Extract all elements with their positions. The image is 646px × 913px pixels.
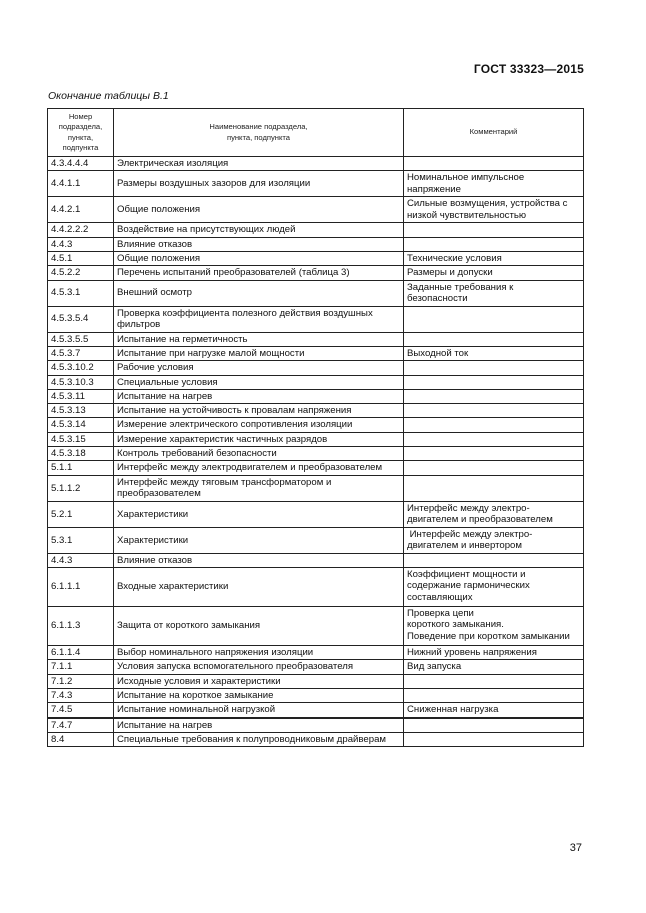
table-row [48, 646, 584, 660]
row-number-cell: 4.5.2.2 [48, 266, 114, 280]
row-name-cell: Рабочие условия [114, 361, 404, 375]
row-comment-cell [404, 251, 584, 265]
row-name-cell: Испытание на нагрев [114, 389, 404, 403]
row-comment-cell [404, 688, 584, 702]
row-comment-cell [404, 418, 584, 432]
row-comment-cell [404, 306, 584, 332]
row-name-cell: Исходные условия и характеристики [114, 674, 404, 688]
table-row [48, 432, 584, 446]
row-comment-cell [404, 660, 584, 674]
row-number-cell: 4.4.2.1 [48, 197, 114, 223]
subsection-table [47, 108, 584, 747]
row-comment-cell [404, 607, 584, 646]
comment-line: содержание гармонических [407, 580, 530, 592]
row-name-cell: Размеры воздушных зазоров для изоляции [114, 171, 404, 197]
row-name-cell: Внешний осмотр [114, 280, 404, 306]
row-number-cell: 4.5.3.10.3 [48, 375, 114, 389]
table-row [48, 732, 584, 746]
table-row [48, 447, 584, 461]
comment-line: Проверка цепи [407, 608, 474, 619]
table-row [48, 389, 584, 403]
table-row [48, 660, 584, 674]
table-row [48, 475, 584, 501]
row-number-cell: 4.4.1.1 [48, 171, 114, 197]
row-comment-cell [404, 718, 584, 733]
row-number-cell: 4.5.3.10.2 [48, 361, 114, 375]
table-row [48, 718, 584, 733]
table-row [48, 674, 584, 688]
row-comment-cell [404, 527, 584, 553]
row-number-cell: 7.4.7 [48, 718, 114, 733]
row-name-cell: Испытание при нагрузке малой мощности [114, 346, 404, 360]
table-row [48, 418, 584, 432]
comment-line: Вид запуска [407, 661, 462, 673]
row-name-cell: Специальные условия [114, 375, 404, 389]
row-name-cell: Влияние отказов [114, 553, 404, 567]
row-comment-cell [404, 553, 584, 567]
table-row [48, 237, 584, 251]
page-number: 37 [569, 842, 582, 854]
comment-line: низкой чувствительностью [407, 209, 527, 221]
row-number-cell: 4.5.1 [48, 251, 114, 265]
row-comment-cell [404, 157, 584, 171]
row-name-cell: Влияние отказов [114, 237, 404, 251]
row-number-cell: 8.4 [48, 732, 114, 746]
table-row [48, 703, 584, 718]
row-comment-cell [404, 346, 584, 360]
row-name-cell: Воздействие на присутствующих людей [114, 223, 404, 237]
table-row [48, 251, 584, 265]
row-number-cell: 5.2.1 [48, 501, 114, 527]
row-name-cell: Интерфейс между тяговым трансформатором и преобразователем [114, 475, 404, 501]
row-name-cell: Проверка коэффициента полезного действия воздушных фильтров [114, 306, 404, 332]
row-number-cell: 7.4.5 [48, 703, 114, 718]
table-row [48, 266, 584, 280]
table-row [48, 688, 584, 702]
table-row [48, 404, 584, 418]
comment-line: Заданные требования к [407, 281, 514, 293]
comment-line: Сильные возмущения, устройства с [407, 198, 568, 210]
comment-line: Размеры и допуски [407, 267, 493, 279]
comment-line: Коэффициент мощности и [407, 569, 526, 580]
comment-line: составляющих [407, 591, 473, 603]
row-name-cell: Общие положения [114, 197, 404, 223]
row-comment-cell [404, 223, 584, 237]
row-comment-cell [404, 237, 584, 251]
row-name-cell: Характеристики [114, 527, 404, 553]
row-name-cell: Перечень испытаний преобразователей (таблица 3) [114, 266, 404, 280]
row-number-cell: 4.3.4.4.4 [48, 157, 114, 171]
table-row [48, 223, 584, 237]
table-row [48, 568, 584, 607]
row-comment-cell [404, 432, 584, 446]
header-number: Номер подраздела, пункта, подпункта [48, 109, 114, 157]
row-number-cell: 4.5.3.14 [48, 418, 114, 432]
row-comment-cell [404, 475, 584, 501]
table-row [48, 461, 584, 475]
table-row [48, 346, 584, 360]
row-comment-cell [404, 732, 584, 746]
row-name-cell: Испытание на нагрев [114, 718, 404, 733]
row-number-cell: 6.1.1.4 [48, 646, 114, 660]
table-row [48, 171, 584, 197]
row-number-cell: 4.5.3.5.5 [48, 332, 114, 346]
row-comment-cell [404, 197, 584, 223]
row-name-cell: Испытание на короткое замыкание [114, 688, 404, 702]
row-name-cell: Контроль требований безопасности [114, 447, 404, 461]
row-comment-cell [404, 461, 584, 475]
row-number-cell: 4.5.3.5.4 [48, 306, 114, 332]
row-comment-cell [404, 375, 584, 389]
row-comment-cell [404, 332, 584, 346]
row-number-cell: 4.4.3 [48, 237, 114, 251]
row-comment-cell [404, 646, 584, 660]
row-comment-cell [404, 280, 584, 306]
comment-line: Номинальное импульсное [407, 172, 525, 184]
comment-line: Поведение при коротком замыкании [407, 630, 570, 642]
row-number-cell: 4.5.3.13 [48, 404, 114, 418]
table-row [48, 197, 584, 223]
row-name-cell: Испытание на устойчивость к провалам напряжения [114, 404, 404, 418]
row-number-cell: 4.5.3.1 [48, 280, 114, 306]
row-number-cell: 5.1.1 [48, 461, 114, 475]
table-row [48, 157, 584, 171]
row-comment-cell [404, 568, 584, 607]
comment-line: напряжение [407, 183, 461, 195]
row-name-cell: Испытание на герметичность [114, 332, 404, 346]
table-caption: Окончание таблицы В.1 [48, 90, 169, 102]
comment-line: Интерфейс между электро- [407, 528, 533, 540]
row-comment-cell [404, 674, 584, 688]
table-row [48, 280, 584, 306]
row-number-cell: 4.5.3.18 [48, 447, 114, 461]
row-comment-cell [404, 703, 584, 718]
comment-line: безопасности [407, 292, 468, 304]
row-comment-cell [404, 501, 584, 527]
row-comment-cell [404, 404, 584, 418]
table-row [48, 332, 584, 346]
comment-line: двигателем и преобразователем [407, 514, 553, 525]
row-name-cell: Защита от короткого замыкания [114, 607, 404, 646]
standard-code: ГОСТ 33323—2015 [473, 62, 584, 76]
row-name-cell: Общие положения [114, 251, 404, 265]
row-name-cell: Испытание номинальной нагрузкой [114, 703, 404, 718]
row-number-cell: 6.1.1.3 [48, 607, 114, 646]
row-number-cell: 5.3.1 [48, 527, 114, 553]
row-name-cell: Электрическая изоляция [114, 157, 404, 171]
table-row [48, 306, 584, 332]
row-number-cell: 4.5.3.11 [48, 389, 114, 403]
row-name-cell: Характеристики [114, 501, 404, 527]
comment-line: Сниженная нагрузка [407, 704, 499, 716]
row-comment-cell [404, 266, 584, 280]
row-name-cell: Измерение электрического сопротивления изоляции [114, 418, 404, 432]
comment-line: двигателем и инвертором [407, 540, 522, 551]
row-number-cell: 7.4.3 [48, 688, 114, 702]
row-number-cell: 5.1.1.2 [48, 475, 114, 501]
row-name-cell: Условия запуска вспомогательного преобразователя [114, 660, 404, 674]
row-number-cell: 4.4.2.2.2 [48, 223, 114, 237]
table-row [48, 527, 584, 553]
table-header-row [48, 109, 584, 157]
row-comment-cell [404, 389, 584, 403]
table-row [48, 553, 584, 567]
table-row [48, 361, 584, 375]
table-row [48, 501, 584, 527]
table-body [48, 157, 584, 747]
comment-line: Нижний уровень напряжения [407, 647, 537, 658]
row-number-cell: 6.1.1.1 [48, 568, 114, 607]
comment-line: Выходной ток [407, 347, 469, 359]
table-row [48, 375, 584, 389]
row-name-cell: Специальные требования к полупроводниковым драйверам [114, 732, 404, 746]
row-number-cell: 4.4.3 [48, 553, 114, 567]
row-name-cell: Измерение характеристик частичных разрядов [114, 432, 404, 446]
comment-line: Технические условия [407, 252, 502, 264]
header-comment: Комментарий [404, 109, 584, 157]
table-row [48, 607, 584, 646]
row-number-cell: 7.1.1 [48, 660, 114, 674]
row-comment-cell [404, 361, 584, 375]
header-name: Наименование подраздела, пункта, подпункта [114, 109, 404, 157]
comment-line: Интерфейс между электро- [407, 502, 530, 514]
row-number-cell: 4.5.3.7 [48, 346, 114, 360]
row-comment-cell [404, 171, 584, 197]
row-comment-cell [404, 447, 584, 461]
row-number-cell: 4.5.3.15 [48, 432, 114, 446]
row-number-cell: 7.1.2 [48, 674, 114, 688]
row-name-cell: Входные характеристики [114, 568, 404, 607]
row-name-cell: Выбор номинального напряжения изоляции [114, 646, 404, 660]
row-name-cell: Интерфейс между электродвигателем и преобразователем [114, 461, 404, 475]
comment-line: короткого замыкания. [407, 619, 504, 631]
